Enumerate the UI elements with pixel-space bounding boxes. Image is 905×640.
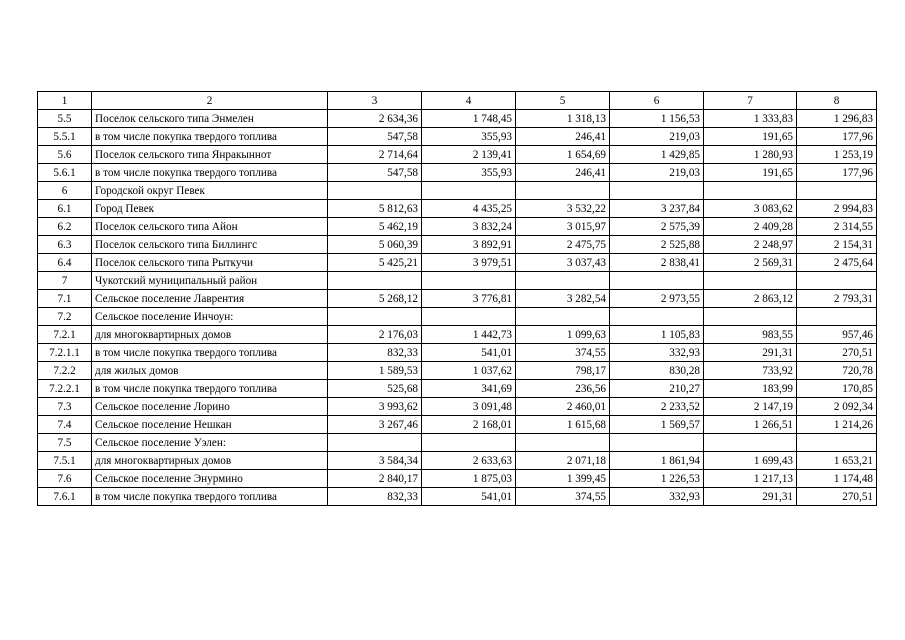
row-name-cell: Городской округ Певек <box>92 182 328 200</box>
table-row <box>38 416 877 434</box>
table-row <box>38 290 877 308</box>
value-cell: 183,99 <box>704 380 797 398</box>
table-row <box>38 254 877 272</box>
row-name-cell: в том числе покупка твердого топлива <box>92 128 328 146</box>
value-cell: 1 654,69 <box>516 146 610 164</box>
value-cell: 1 748,45 <box>422 110 516 128</box>
header-cell: 3 <box>328 92 422 110</box>
row-number-cell: 6.4 <box>38 254 92 272</box>
value-cell: 720,78 <box>797 362 877 380</box>
value-cell: 1 569,57 <box>610 416 704 434</box>
row-number-cell: 7.2 <box>38 308 92 326</box>
value-cell: 374,55 <box>516 344 610 362</box>
value-cell: 2 863,12 <box>704 290 797 308</box>
value-cell <box>516 272 610 290</box>
value-cell: 3 979,51 <box>422 254 516 272</box>
value-cell: 2 154,31 <box>797 236 877 254</box>
table-row <box>38 362 877 380</box>
value-cell: 733,92 <box>704 362 797 380</box>
value-cell <box>797 308 877 326</box>
row-number-cell: 7.3 <box>38 398 92 416</box>
value-cell: 270,51 <box>797 344 877 362</box>
value-cell: 219,03 <box>610 128 704 146</box>
value-cell: 830,28 <box>610 362 704 380</box>
value-cell: 3 282,54 <box>516 290 610 308</box>
table-row <box>38 380 877 398</box>
value-cell: 2 994,83 <box>797 200 877 218</box>
value-cell: 2 168,01 <box>422 416 516 434</box>
row-name-cell: Поселок сельского типа Янракыннот <box>92 146 328 164</box>
value-cell <box>328 434 422 452</box>
value-cell: 1 589,53 <box>328 362 422 380</box>
value-cell <box>610 182 704 200</box>
value-cell: 1 442,73 <box>422 326 516 344</box>
value-cell: 2 840,17 <box>328 470 422 488</box>
value-cell: 2 460,01 <box>516 398 610 416</box>
value-cell: 5 425,21 <box>328 254 422 272</box>
value-cell: 1 214,26 <box>797 416 877 434</box>
row-number-cell: 7.2.2.1 <box>38 380 92 398</box>
row-name-cell: Поселок сельского типа Айон <box>92 218 328 236</box>
value-cell: 177,96 <box>797 128 877 146</box>
value-cell: 1 156,53 <box>610 110 704 128</box>
value-cell: 2 475,75 <box>516 236 610 254</box>
value-cell: 3 091,48 <box>422 398 516 416</box>
value-cell: 210,27 <box>610 380 704 398</box>
value-cell <box>610 272 704 290</box>
value-cell: 1 429,85 <box>610 146 704 164</box>
value-cell: 191,65 <box>704 164 797 182</box>
row-name-cell: в том числе покупка твердого топлива <box>92 164 328 182</box>
header-cell: 1 <box>38 92 92 110</box>
value-cell <box>328 182 422 200</box>
value-cell: 3 776,81 <box>422 290 516 308</box>
value-cell: 1 399,45 <box>516 470 610 488</box>
row-name-cell: Поселок сельского типа Рыткучи <box>92 254 328 272</box>
value-cell: 2 139,41 <box>422 146 516 164</box>
table-row <box>38 344 877 362</box>
row-number-cell: 7.2.2 <box>38 362 92 380</box>
row-number-cell: 7.6 <box>38 470 92 488</box>
value-cell: 1 296,83 <box>797 110 877 128</box>
value-cell: 2 147,19 <box>704 398 797 416</box>
header-cell: 5 <box>516 92 610 110</box>
table-row <box>38 398 877 416</box>
value-cell: 5 268,12 <box>328 290 422 308</box>
header-cell: 7 <box>704 92 797 110</box>
value-cell: 355,93 <box>422 128 516 146</box>
row-number-cell: 6.3 <box>38 236 92 254</box>
row-name-cell: Сельское поселение Лорино <box>92 398 328 416</box>
value-cell: 1 653,21 <box>797 452 877 470</box>
value-cell: 5 060,39 <box>328 236 422 254</box>
value-cell: 332,93 <box>610 344 704 362</box>
row-name-cell: в том числе покупка твердого топлива <box>92 488 328 506</box>
value-cell: 541,01 <box>422 344 516 362</box>
row-number-cell: 6.2 <box>38 218 92 236</box>
row-number-cell: 7.5.1 <box>38 452 92 470</box>
row-name-cell: Сельское поселение Уэлен: <box>92 434 328 452</box>
value-cell <box>704 308 797 326</box>
value-cell <box>704 434 797 452</box>
table-header-row <box>38 92 877 110</box>
value-cell <box>704 272 797 290</box>
value-cell: 3 015,97 <box>516 218 610 236</box>
value-cell: 1 253,19 <box>797 146 877 164</box>
value-cell: 2 314,55 <box>797 218 877 236</box>
row-number-cell: 7.1 <box>38 290 92 308</box>
header-cell: 4 <box>422 92 516 110</box>
value-cell: 798,17 <box>516 362 610 380</box>
value-cell <box>422 272 516 290</box>
value-cell: 355,93 <box>422 164 516 182</box>
row-name-cell: Чукотский муниципальный район <box>92 272 328 290</box>
value-cell: 2 714,64 <box>328 146 422 164</box>
value-cell: 1 861,94 <box>610 452 704 470</box>
value-cell: 3 037,43 <box>516 254 610 272</box>
value-cell: 236,56 <box>516 380 610 398</box>
value-cell: 2 475,64 <box>797 254 877 272</box>
table-row <box>38 434 877 452</box>
value-cell <box>797 182 877 200</box>
value-cell: 374,55 <box>516 488 610 506</box>
value-cell <box>328 308 422 326</box>
value-cell <box>422 434 516 452</box>
table-row <box>38 218 877 236</box>
value-cell: 291,31 <box>704 488 797 506</box>
row-number-cell: 7 <box>38 272 92 290</box>
row-number-cell: 5.5.1 <box>38 128 92 146</box>
value-cell: 3 083,62 <box>704 200 797 218</box>
row-name-cell: Поселок сельского типа Энмелен <box>92 110 328 128</box>
row-number-cell: 6.1 <box>38 200 92 218</box>
table-row <box>38 110 877 128</box>
row-name-cell: для жилых домов <box>92 362 328 380</box>
value-cell: 2 071,18 <box>516 452 610 470</box>
table-row <box>38 272 877 290</box>
value-cell: 3 532,22 <box>516 200 610 218</box>
row-name-cell: Город Певек <box>92 200 328 218</box>
row-number-cell: 6 <box>38 182 92 200</box>
value-cell: 246,41 <box>516 164 610 182</box>
value-cell: 547,58 <box>328 128 422 146</box>
row-name-cell: Сельское поселение Инчоун: <box>92 308 328 326</box>
value-cell: 177,96 <box>797 164 877 182</box>
value-cell: 1 266,51 <box>704 416 797 434</box>
value-cell: 246,41 <box>516 128 610 146</box>
value-cell: 541,01 <box>422 488 516 506</box>
table-row <box>38 452 877 470</box>
value-cell: 2 634,36 <box>328 110 422 128</box>
value-cell: 341,69 <box>422 380 516 398</box>
value-cell: 2 793,31 <box>797 290 877 308</box>
value-cell: 270,51 <box>797 488 877 506</box>
table-row <box>38 308 877 326</box>
value-cell: 3 832,24 <box>422 218 516 236</box>
table-body <box>38 92 877 506</box>
row-name-cell: Поселок сельского типа Биллингс <box>92 236 328 254</box>
value-cell: 2 569,31 <box>704 254 797 272</box>
value-cell <box>516 434 610 452</box>
value-cell: 1 099,63 <box>516 326 610 344</box>
value-cell: 832,33 <box>328 488 422 506</box>
row-name-cell: в том числе покупка твердого топлива <box>92 380 328 398</box>
value-cell: 2 092,34 <box>797 398 877 416</box>
value-cell: 547,58 <box>328 164 422 182</box>
table-row <box>38 164 877 182</box>
value-cell: 1 318,13 <box>516 110 610 128</box>
table-row <box>38 182 877 200</box>
value-cell: 291,31 <box>704 344 797 362</box>
value-cell <box>328 272 422 290</box>
value-cell: 525,68 <box>328 380 422 398</box>
row-name-cell: Сельское поселение Лаврентия <box>92 290 328 308</box>
row-number-cell: 5.6.1 <box>38 164 92 182</box>
value-cell <box>422 182 516 200</box>
value-cell <box>704 182 797 200</box>
value-cell: 2 248,97 <box>704 236 797 254</box>
value-cell <box>797 434 877 452</box>
value-cell: 332,93 <box>610 488 704 506</box>
value-cell: 1 226,53 <box>610 470 704 488</box>
header-cell: 2 <box>92 92 328 110</box>
value-cell: 219,03 <box>610 164 704 182</box>
value-cell <box>610 308 704 326</box>
value-cell <box>422 308 516 326</box>
value-cell: 2 233,52 <box>610 398 704 416</box>
value-cell: 3 267,46 <box>328 416 422 434</box>
value-cell: 2 633,63 <box>422 452 516 470</box>
table-row <box>38 146 877 164</box>
value-cell: 1 615,68 <box>516 416 610 434</box>
row-name-cell: для многоквартирных домов <box>92 452 328 470</box>
table-row <box>38 326 877 344</box>
value-cell: 3 892,91 <box>422 236 516 254</box>
value-cell: 1 699,43 <box>704 452 797 470</box>
value-cell: 957,46 <box>797 326 877 344</box>
value-cell: 1 875,03 <box>422 470 516 488</box>
value-cell: 5 812,63 <box>328 200 422 218</box>
table-row <box>38 488 877 506</box>
value-cell: 1 217,13 <box>704 470 797 488</box>
row-name-cell: для многоквартирных домов <box>92 326 328 344</box>
value-cell: 983,55 <box>704 326 797 344</box>
value-cell: 1 333,83 <box>704 110 797 128</box>
value-cell <box>516 308 610 326</box>
tariff-table <box>37 91 877 506</box>
row-number-cell: 7.4 <box>38 416 92 434</box>
value-cell <box>797 272 877 290</box>
table-row <box>38 200 877 218</box>
row-name-cell: Сельское поселение Энурмино <box>92 470 328 488</box>
header-cell: 6 <box>610 92 704 110</box>
value-cell: 2 176,03 <box>328 326 422 344</box>
table-row <box>38 128 877 146</box>
value-cell: 1 174,48 <box>797 470 877 488</box>
row-number-cell: 7.6.1 <box>38 488 92 506</box>
value-cell: 170,85 <box>797 380 877 398</box>
row-name-cell: Сельское поселение Нешкан <box>92 416 328 434</box>
value-cell: 191,65 <box>704 128 797 146</box>
row-number-cell: 7.5 <box>38 434 92 452</box>
value-cell: 1 037,62 <box>422 362 516 380</box>
value-cell: 2 973,55 <box>610 290 704 308</box>
value-cell: 2 525,88 <box>610 236 704 254</box>
row-number-cell: 7.2.1 <box>38 326 92 344</box>
value-cell: 3 993,62 <box>328 398 422 416</box>
value-cell: 832,33 <box>328 344 422 362</box>
value-cell: 4 435,25 <box>422 200 516 218</box>
row-number-cell: 7.2.1.1 <box>38 344 92 362</box>
table-row <box>38 470 877 488</box>
value-cell: 1 105,83 <box>610 326 704 344</box>
value-cell: 2 838,41 <box>610 254 704 272</box>
value-cell: 1 280,93 <box>704 146 797 164</box>
value-cell: 3 584,34 <box>328 452 422 470</box>
value-cell: 2 409,28 <box>704 218 797 236</box>
value-cell <box>516 182 610 200</box>
row-number-cell: 5.6 <box>38 146 92 164</box>
value-cell: 2 575,39 <box>610 218 704 236</box>
table-row <box>38 236 877 254</box>
value-cell: 3 237,84 <box>610 200 704 218</box>
row-number-cell: 5.5 <box>38 110 92 128</box>
row-name-cell: в том числе покупка твердого топлива <box>92 344 328 362</box>
header-cell: 8 <box>797 92 877 110</box>
value-cell <box>610 434 704 452</box>
value-cell: 5 462,19 <box>328 218 422 236</box>
